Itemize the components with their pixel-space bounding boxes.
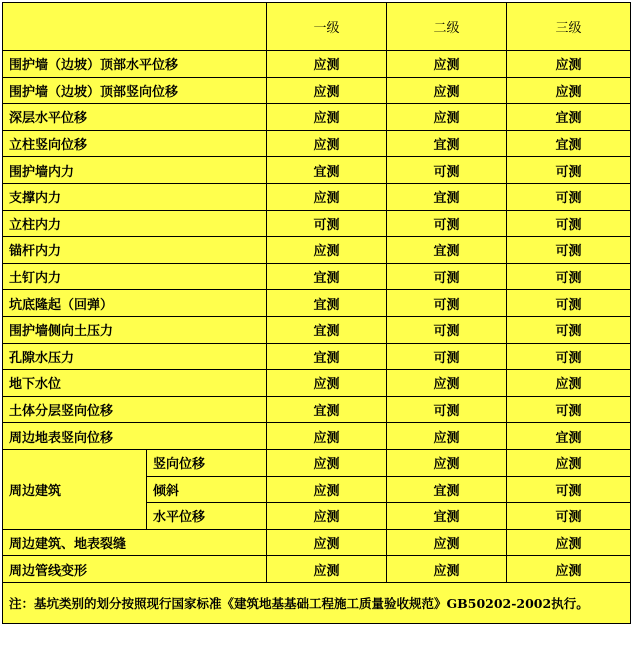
level-2-cell: 可测 (387, 343, 507, 370)
table-row (3, 183, 631, 210)
level-2-cell: 可测 (387, 210, 507, 237)
level-3-cell: 应测 (507, 529, 631, 556)
item-cell: 立柱竖向位移 (3, 130, 267, 157)
level-2-cell: 应测 (387, 51, 507, 78)
level-2-cell: 宜测 (387, 237, 507, 264)
table-row (3, 396, 631, 423)
level-2-cell: 宜测 (387, 503, 507, 530)
item-cell: 立柱内力 (3, 210, 267, 237)
item-cell: 周边建筑、地表裂缝 (3, 529, 267, 556)
level-1-cell: 宜测 (267, 343, 387, 370)
level-1-cell: 应测 (267, 423, 387, 450)
level-2-cell: 应测 (387, 104, 507, 131)
table-row (3, 343, 631, 370)
table-row (3, 423, 631, 450)
level-3-cell: 可测 (507, 237, 631, 264)
level-3-cell: 可测 (507, 343, 631, 370)
level-3-cell: 宜测 (507, 423, 631, 450)
item-cell: 围护墙侧向土压力 (3, 316, 267, 343)
sub-item-cell: 倾斜 (147, 476, 267, 503)
level-3-cell: 应测 (507, 51, 631, 78)
level-1-cell: 应测 (267, 449, 387, 476)
level-1-cell: 应测 (267, 77, 387, 104)
monitoring-table-wrapper (2, 2, 630, 624)
level-3-cell: 应测 (507, 370, 631, 397)
item-cell: 土钉内力 (3, 263, 267, 290)
item-cell: 周边地表竖向位移 (3, 423, 267, 450)
level-1-cell: 宜测 (267, 290, 387, 317)
header-level-3: 三级 (507, 3, 631, 51)
level-3-cell: 应测 (507, 77, 631, 104)
table-row (3, 263, 631, 290)
level-3-cell: 可测 (507, 316, 631, 343)
table-row (3, 449, 631, 476)
level-3-cell: 可测 (507, 183, 631, 210)
level-1-cell: 宜测 (267, 263, 387, 290)
item-cell: 支撑内力 (3, 183, 267, 210)
level-1-cell: 宜测 (267, 157, 387, 184)
item-cell: 土体分层竖向位移 (3, 396, 267, 423)
level-2-cell: 应测 (387, 77, 507, 104)
table-row (3, 157, 631, 184)
level-1-cell: 应测 (267, 51, 387, 78)
level-2-cell: 可测 (387, 157, 507, 184)
monitoring-items-table (2, 2, 631, 624)
level-1-cell: 应测 (267, 476, 387, 503)
level-1-cell: 应测 (267, 503, 387, 530)
level-1-cell: 宜测 (267, 396, 387, 423)
group-label-cell: 周边建筑 (3, 449, 147, 529)
header-item-cell (3, 3, 267, 51)
level-2-cell: 可测 (387, 316, 507, 343)
table-row (3, 237, 631, 264)
level-1-cell: 应测 (267, 104, 387, 131)
table-row (3, 529, 631, 556)
level-3-cell: 应测 (507, 449, 631, 476)
table-row (3, 130, 631, 157)
level-2-cell: 可测 (387, 263, 507, 290)
table-row (3, 556, 631, 583)
item-cell: 围护墙（边坡）顶部水平位移 (3, 51, 267, 78)
level-2-cell: 宜测 (387, 130, 507, 157)
level-3-cell: 可测 (507, 503, 631, 530)
sub-item-cell: 水平位移 (147, 503, 267, 530)
level-3-cell: 宜测 (507, 130, 631, 157)
item-cell: 坑底隆起（回弹） (3, 290, 267, 317)
item-cell: 围护墙内力 (3, 157, 267, 184)
level-2-cell: 应测 (387, 423, 507, 450)
header-level-2: 二级 (387, 3, 507, 51)
table-row (3, 77, 631, 104)
level-1-cell: 应测 (267, 556, 387, 583)
table-row (3, 210, 631, 237)
level-2-cell: 可测 (387, 396, 507, 423)
level-3-cell: 可测 (507, 210, 631, 237)
level-2-cell: 应测 (387, 370, 507, 397)
level-3-cell: 宜测 (507, 104, 631, 131)
table-note: 注：基坑类别的划分按照现行国家标准《建筑地基基础工程施工质量验收规范》GB50202-2002执行。 (3, 582, 631, 623)
level-1-cell: 应测 (267, 237, 387, 264)
header-row (3, 3, 631, 51)
header-level-1: 一级 (267, 3, 387, 51)
level-3-cell: 可测 (507, 290, 631, 317)
level-3-cell: 可测 (507, 157, 631, 184)
item-cell: 围护墙（边坡）顶部竖向位移 (3, 77, 267, 104)
level-2-cell: 应测 (387, 529, 507, 556)
item-cell: 周边管线变形 (3, 556, 267, 583)
note-row (3, 582, 631, 623)
level-1-cell: 应测 (267, 183, 387, 210)
level-2-cell: 应测 (387, 449, 507, 476)
sub-item-cell: 竖向位移 (147, 449, 267, 476)
level-2-cell: 宜测 (387, 183, 507, 210)
table-row (3, 104, 631, 131)
item-cell: 深层水平位移 (3, 104, 267, 131)
table-row (3, 51, 631, 78)
level-2-cell: 宜测 (387, 476, 507, 503)
level-3-cell: 可测 (507, 396, 631, 423)
level-2-cell: 应测 (387, 556, 507, 583)
item-cell: 锚杆内力 (3, 237, 267, 264)
item-cell: 孔隙水压力 (3, 343, 267, 370)
level-1-cell: 宜测 (267, 316, 387, 343)
level-3-cell: 可测 (507, 263, 631, 290)
table-row (3, 370, 631, 397)
level-1-cell: 应测 (267, 529, 387, 556)
level-3-cell: 应测 (507, 556, 631, 583)
level-1-cell: 可测 (267, 210, 387, 237)
level-1-cell: 应测 (267, 370, 387, 397)
item-cell: 地下水位 (3, 370, 267, 397)
table-row (3, 316, 631, 343)
level-3-cell: 可测 (507, 476, 631, 503)
table-body (3, 3, 631, 624)
table-row (3, 290, 631, 317)
level-1-cell: 应测 (267, 130, 387, 157)
level-2-cell: 可测 (387, 290, 507, 317)
